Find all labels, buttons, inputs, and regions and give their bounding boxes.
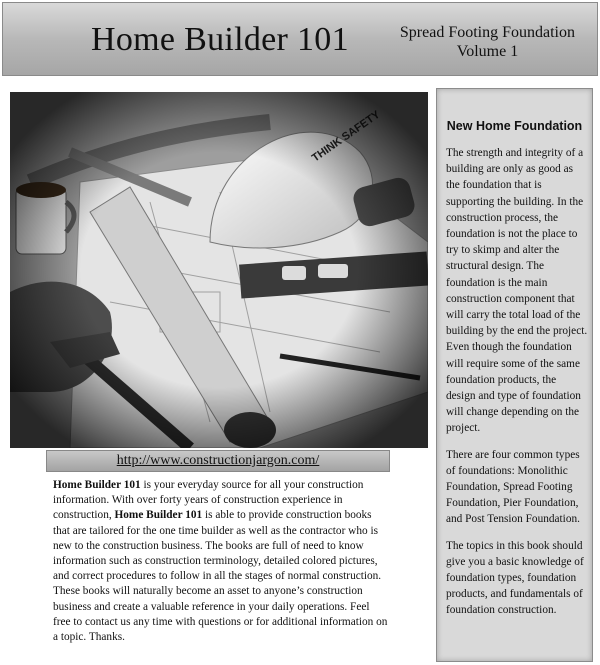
header-banner [2,2,598,76]
sidebar-heading: New Home Foundation [446,119,583,133]
sidebar-paragraph: The strength and integrity of a building are only as good as the foundation that is supporting the building. In the construction process, the foundation is not the place to try to skimp and alter the structural design. The foundation is the main construction component that will carry the total load of the building by the end the project. Even though the foundation will require some of the same foundation products, the design and type of foundation will change depending on the project. [446,147,588,435]
intro-paragraph [53,478,388,645]
page-title: Home Builder 101 [91,21,349,58]
sidebar-paragraph: The topics in this book should give you a basic knowledge of foundation types, foundation products, and fundamentals of foundation construction. [446,539,584,617]
brand-name-repeat: Home Builder 101 [114,509,203,522]
website-link-bar [46,450,390,472]
sidebar-body [446,145,588,629]
construction-photo [10,92,428,448]
intro-text-part1: is your everyday source for all your construction information. With over forty years of construction experience in construction, [53,479,364,522]
subtitle-line-1: Spread Footing Foundation [399,24,575,41]
sidebar-paragraph: There are four common types of foundations: Monolithic Foundation, Spread Footing Foundation, Pier Foundation, and Post Tension Foundation. [446,448,580,526]
sidebar-panel [436,88,593,662]
subtitle-line-2: Volume 1 [456,43,519,60]
website-link[interactable]: http://www.constructionjargon.com/ [116,453,320,468]
brand-name: Home Builder 101 [53,479,141,491]
intro-text-part2: is able to provide construction books that are tailored for the one time builder as well as the contractor who is new to the construction business. The books are full of need to know information such as construction terminology, detailed colored pictures, and correct procedures to follow in all the stages of normal construction. These books will naturally become an asset to anyone’s construction business and create a valuable reference in your daily operations. Feel free to contact us any time with questions or for additional information on a topic. Thanks. [53,509,388,644]
subtitle [400,23,575,61]
